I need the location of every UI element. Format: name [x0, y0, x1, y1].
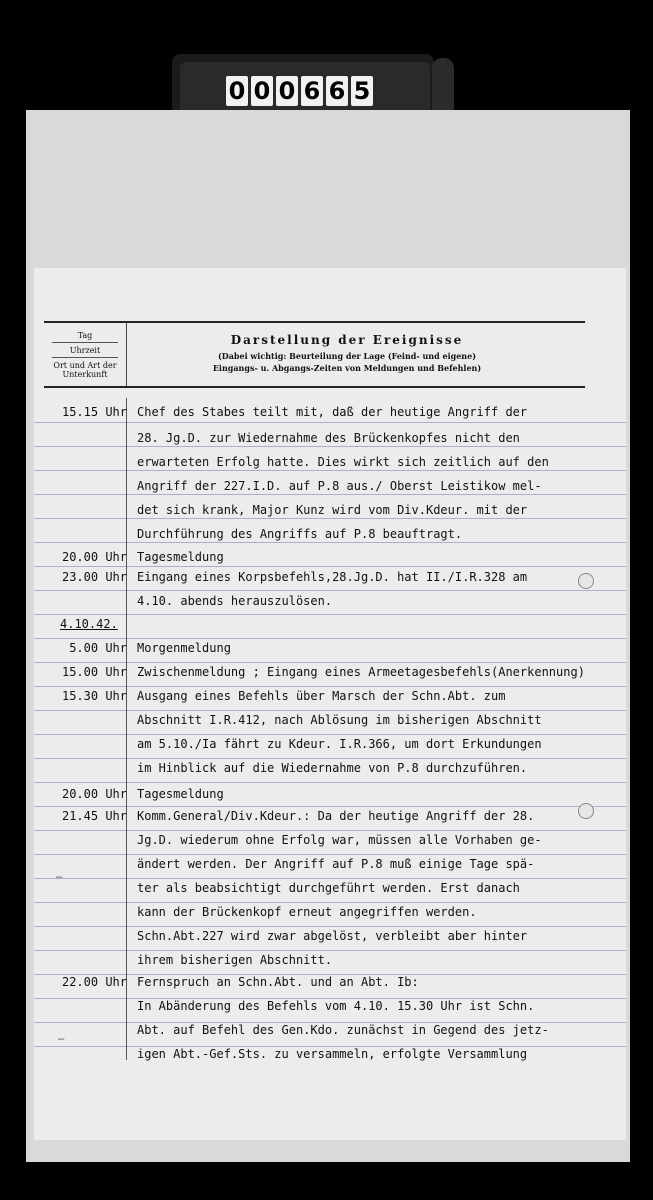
punch-hole [578, 803, 594, 819]
entry-text-line: Zwischenmeldung ; Eingang eines Armeetagesbefehls(Anerkennung) [137, 665, 585, 679]
entry-time: 15.30 Uhr [61, 689, 127, 703]
counter-digit: 5 [351, 76, 373, 106]
left-margin-line [126, 398, 127, 1060]
entry-text-line: Abschnitt I.R.412, nach Ablösung im bisherigen Abschnitt [137, 713, 542, 727]
punch-hole [578, 573, 594, 589]
counter-digit: 6 [301, 76, 323, 106]
counter-digit: 6 [326, 76, 348, 106]
entry-text-line: Tagesmeldung [137, 550, 224, 564]
entry-text-line: 4.10. abends herauszulösen. [137, 594, 333, 608]
header-cell-divider [52, 342, 118, 343]
entry-text-line: kann der Brückenkopf erneut angegriffen werden. [137, 905, 477, 919]
header-bottom-rule [44, 386, 585, 388]
header-subtitle-1: (Dabei wichtig: Beurteilung der Lage (Feind- und eigene) [218, 351, 476, 361]
ruled-line [34, 710, 626, 711]
ruled-line [34, 422, 626, 423]
header-tag-label: Tag [77, 331, 93, 340]
ruled-line [34, 446, 626, 447]
ruled-line [34, 806, 626, 807]
counter-digit: 0 [251, 76, 273, 106]
ruled-line [34, 566, 626, 567]
counter-digit: 0 [226, 76, 248, 106]
entry-time: 15.00 Uhr [61, 665, 127, 679]
entry-text-line: Ausgang eines Befehls über Marsch der Schn.Abt. zum [137, 689, 506, 703]
ruled-line [34, 854, 626, 855]
entry-text-line: igen Abt.-Gef.Sts. zu versammeln, erfolgte Versammlung [137, 1047, 528, 1061]
entry-time: 22.00 Uhr [61, 975, 127, 989]
ruled-line [34, 590, 626, 591]
header-subtitle-2: Eingangs- u. Abgangs-Zeiten von Meldungen und Befehlen) [212, 363, 482, 373]
entry-text-line: Fernspruch an Schn.Abt. und an Abt. Ib: [137, 975, 419, 989]
ruled-line [34, 734, 626, 735]
entry-text-line: Tagesmeldung [137, 787, 224, 801]
entry-text-line: erwarteten Erfolg hatte. Dies wirkt sich zeitlich auf den [137, 455, 549, 469]
ruled-line [34, 686, 626, 687]
header-cell-divider [52, 357, 118, 358]
entry-time: 5.00 Uhr [69, 641, 127, 655]
ruled-line [34, 950, 626, 951]
entry-time: 21.45 Uhr [61, 809, 127, 823]
header-title: Darstellung der Ereignisse [230, 333, 464, 347]
ruled-line [34, 902, 626, 903]
entry-date: 4.10.42. [60, 617, 118, 631]
entry-time: 15.15 Uhr [61, 405, 127, 419]
ruled-line [34, 662, 626, 663]
header-ort-label: Ort und Art der [53, 361, 117, 370]
entry-time: 20.00 Uhr [61, 550, 127, 564]
ruled-line [34, 782, 626, 783]
ruled-line [34, 494, 626, 495]
entry-time: 23.00 Uhr [61, 570, 127, 584]
entry-text-line: ändert werden. Der Angriff auf P.8 muß einige Tage spä- [137, 857, 535, 871]
entry-text-line: Angriff der 227.I.D. auf P.8 aus./ Oberst Leistikow mel- [137, 479, 542, 493]
entry-text-line: Morgenmeldung [137, 641, 231, 655]
pencil-mark: ▔ [58, 1039, 65, 1048]
ruled-line [34, 638, 626, 639]
ruled-line [34, 830, 626, 831]
ruled-line [34, 542, 626, 543]
counter-digit: 0 [276, 76, 298, 106]
entry-text-line: In Abänderung des Befehls vom 4.10. 15.30 Uhr ist Schn. [137, 999, 535, 1013]
entry-text-line: Chef des Stabes teilt mit, daß der heutige Angriff der [137, 405, 528, 419]
page-counter [226, 76, 373, 106]
pencil-mark: ▔ [56, 877, 63, 886]
ruled-line [34, 470, 626, 471]
entry-text-line: 28. Jg.D. zur Wiedernahme des Brückenkopfes nicht den [137, 431, 520, 445]
entry-text-line: det sich krank, Major Kunz wird vom Div.Kdeur. mit der [137, 503, 528, 517]
ruled-line [34, 758, 626, 759]
header-unterkunft-label: Unterkunft [62, 370, 108, 379]
entry-text-line: ihrem bisherigen Abschnitt. [137, 953, 333, 967]
entry-text-line: am 5.10./Ia fährt zu Kdeur. I.R.366, um dort Erkundungen [137, 737, 542, 751]
header-uhrzeit-label: Uhrzeit [69, 346, 101, 355]
ruled-line [34, 926, 626, 927]
entry-text-line: ter als beabsichtigt durchgeführt werden. Erst danach [137, 881, 520, 895]
entry-text-line: Abt. auf Befehl des Gen.Kdo. zunächst in Gegend des jetz- [137, 1023, 549, 1037]
entry-time: 20.00 Uhr [61, 787, 127, 801]
ruled-line [34, 614, 626, 615]
entry-text-line: Eingang eines Korpsbefehls,28.Jg.D. hat II./I.R.328 am [137, 570, 528, 584]
entry-text-line: Komm.General/Div.Kdeur.: Da der heutige Angriff der 28. [137, 809, 535, 823]
entry-text-line: im Hinblick auf die Wiedernahme von P.8 durchzuführen. [137, 761, 528, 775]
ruled-line [34, 878, 626, 879]
entry-text-line: Durchführung des Angriffs auf P.8 beauftragt. [137, 527, 463, 541]
entry-text-line: Jg.D. wiederum ohne Erfolg war, müssen alle Vorhaben ge- [137, 833, 542, 847]
ruled-line [34, 518, 626, 519]
entry-text-line: Schn.Abt.227 wird zwar abgelöst, verbleibt aber hinter [137, 929, 528, 943]
